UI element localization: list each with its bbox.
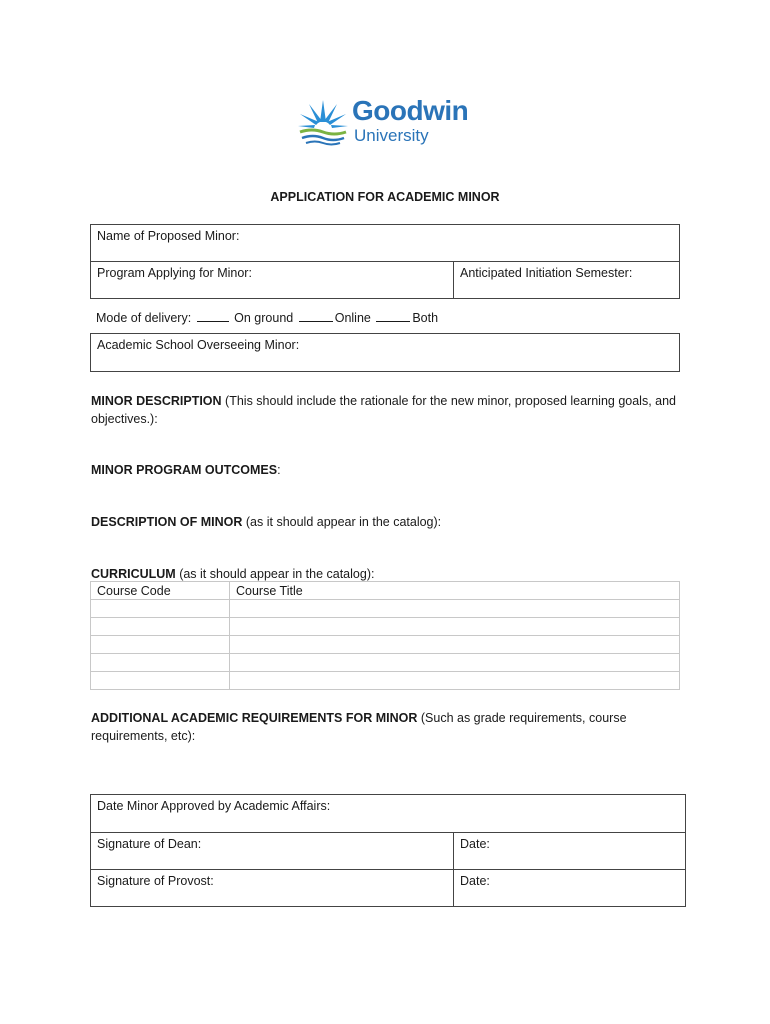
delivery-label: Mode of delivery: — [96, 311, 192, 325]
course-code-cell[interactable] — [91, 600, 230, 618]
catalog-text: (as it should appear in the catalog): — [242, 515, 442, 529]
program-field[interactable] — [90, 261, 454, 299]
course-code-cell[interactable] — [91, 672, 230, 690]
course-title-cell[interactable] — [230, 600, 680, 618]
delivery-row — [96, 309, 438, 325]
table-row — [91, 654, 680, 672]
semester-label: Anticipated Initiation Semester: — [460, 266, 633, 280]
outcomes-text: : — [277, 463, 281, 477]
table-header-row — [91, 582, 680, 600]
delivery-option-ground: On ground — [234, 311, 294, 325]
outcomes-section — [91, 461, 691, 479]
provost-signature-field[interactable] — [90, 869, 454, 907]
school-label: Academic School Overseeing Minor: — [97, 338, 300, 352]
additional-heading: ADDITIONAL ACADEMIC REQUIREMENTS FOR MINOR — [91, 711, 418, 725]
course-title-header: Course Title — [230, 582, 680, 600]
school-field[interactable] — [90, 333, 680, 372]
dean-date-label: Date: — [460, 837, 490, 851]
course-title-cell[interactable] — [230, 672, 680, 690]
course-code-header: Course Code — [91, 582, 230, 600]
dean-date-field[interactable] — [453, 832, 686, 870]
outcomes-heading: MINOR PROGRAM OUTCOMES — [91, 463, 278, 477]
course-code-cell[interactable] — [91, 618, 230, 636]
approval-date-label: Date Minor Approved by Academic Affairs: — [97, 799, 331, 813]
name-field[interactable] — [90, 224, 680, 262]
online-blank[interactable] — [299, 309, 333, 322]
delivery-option-online: Online — [334, 311, 371, 325]
description-section — [91, 392, 691, 428]
additional-text: (Such as grade requirements, course requirements, etc): — [91, 711, 627, 743]
course-code-cell[interactable] — [91, 636, 230, 654]
table-row — [91, 672, 680, 690]
page-title: APPLICATION FOR ACADEMIC MINOR — [270, 190, 500, 204]
sun-wave-icon — [298, 96, 348, 148]
description-heading: MINOR DESCRIPTION — [91, 394, 222, 408]
course-title-cell[interactable] — [230, 636, 680, 654]
both-blank[interactable] — [376, 309, 410, 322]
delivery-option-both: Both — [412, 311, 439, 325]
logo-name: Goodwin — [352, 95, 469, 126]
additional-section — [91, 709, 631, 745]
table-row — [91, 618, 680, 636]
dean-signature-label: Signature of Dean: — [97, 837, 202, 851]
catalog-heading: DESCRIPTION OF MINOR — [91, 515, 243, 529]
curriculum-heading: CURRICULUM — [91, 567, 176, 581]
table-row — [91, 636, 680, 654]
provost-signature-label: Signature of Provost: — [97, 874, 214, 888]
provost-date-field[interactable] — [453, 869, 686, 907]
ground-blank[interactable] — [197, 309, 229, 322]
curriculum-table — [90, 581, 680, 690]
university-logo — [298, 96, 478, 150]
course-title-cell[interactable] — [230, 618, 680, 636]
course-title-cell[interactable] — [230, 654, 680, 672]
approval-date-field[interactable] — [90, 794, 686, 833]
name-label: Name of Proposed Minor: — [97, 229, 240, 243]
provost-date-label: Date: — [460, 874, 490, 888]
curriculum-text: (as it should appear in the catalog): — [175, 567, 375, 581]
table-row — [91, 600, 680, 618]
catalog-section — [91, 513, 691, 531]
dean-signature-field[interactable] — [90, 832, 454, 870]
course-code-cell[interactable] — [91, 654, 230, 672]
description-text: (This should include the rationale for the new minor, proposed learning goals, and objectives.): — [91, 394, 677, 426]
logo-subtitle: University — [354, 126, 429, 145]
program-label: Program Applying for Minor: — [97, 266, 252, 280]
semester-field[interactable] — [453, 261, 680, 299]
